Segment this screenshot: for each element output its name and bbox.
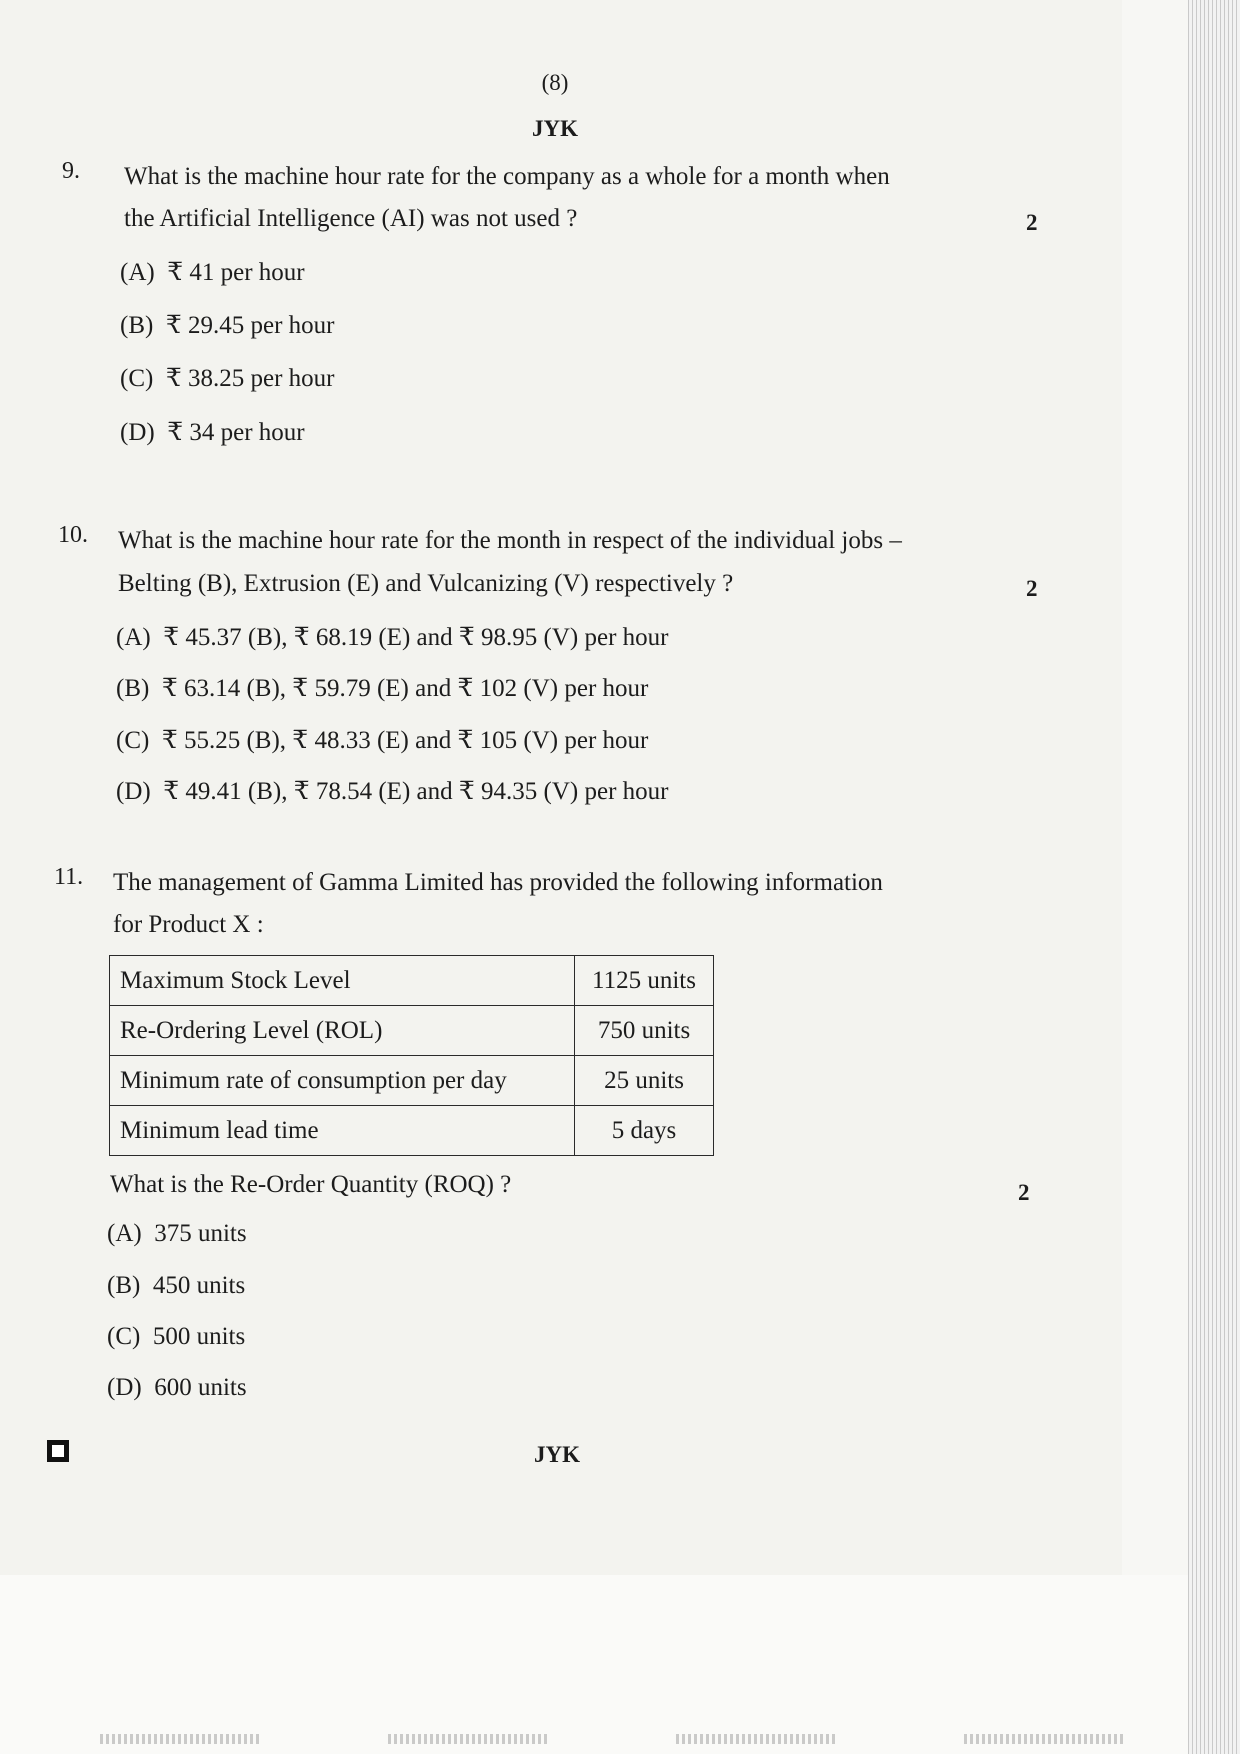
stock-info-table <box>109 955 714 1156</box>
option-a <box>120 257 305 287</box>
option-label: (C) <box>107 1323 141 1350</box>
table-cell-label: Re-Ordering Level (ROL) <box>110 1006 575 1056</box>
option-c <box>120 363 334 393</box>
option-label: (C) <box>120 365 154 392</box>
option-a <box>107 1220 247 1248</box>
option-label: (D) <box>116 778 151 805</box>
option-c <box>107 1323 245 1351</box>
scan-artifact <box>964 1734 1124 1744</box>
option-text: 450 units <box>152 1272 246 1299</box>
option-label: (B) <box>107 1272 141 1299</box>
option-text: 375 units <box>154 1220 247 1247</box>
option-label: (B) <box>116 675 150 702</box>
option-text: 500 units <box>152 1323 246 1350</box>
table-row <box>110 956 714 1006</box>
option-text: ₹ 29.45 per hour <box>165 312 335 339</box>
option-text: ₹ 45.37 (B), ₹ 68.19 (E) and ₹ 98.95 (V) per hour <box>163 624 669 651</box>
paper-code-header: JYK <box>532 116 578 141</box>
question-text: What is the Re-Order Quantity (ROQ) ? <box>110 1171 512 1198</box>
option-b <box>120 310 334 340</box>
marks: 2 <box>1026 210 1038 235</box>
binding-edge <box>1188 0 1240 1754</box>
marks: 2 <box>1026 576 1038 601</box>
option-text: ₹ 38.25 per hour <box>165 365 335 392</box>
table-cell-label: Minimum rate of consumption per day <box>110 1056 575 1106</box>
question-number: 11. <box>54 864 84 890</box>
question-number: 10. <box>58 522 88 548</box>
option-label: (D) <box>120 419 155 446</box>
option-text: ₹ 63.14 (B), ₹ 59.79 (E) and ₹ 102 (V) per hour <box>161 675 649 702</box>
scan-artifact <box>388 1734 548 1744</box>
question-text-line-2: for Product X : <box>113 911 264 938</box>
option-label: (A) <box>107 1220 142 1247</box>
question-text-line-2: the Artificial Intelligence (AI) was not used ? <box>124 205 578 232</box>
option-text: 600 units <box>154 1374 247 1401</box>
option-label: (A) <box>116 624 151 651</box>
option-text: ₹ 55.25 (B), ₹ 48.33 (E) and ₹ 105 (V) per hour <box>161 727 649 754</box>
option-c <box>116 725 648 755</box>
question-text-line-2: Belting (B), Extrusion (E) and Vulcanizing (V) respectively ? <box>118 570 734 597</box>
question-text-line-1: The management of Gamma Limited has provided the following information <box>113 869 883 896</box>
paper-code-footer: JYK <box>534 1442 580 1467</box>
page-number: (8) <box>541 70 569 95</box>
table-row <box>110 1056 714 1106</box>
question-text-line-1: What is the machine hour rate for the month in respect of the individual jobs – <box>118 527 902 554</box>
option-d <box>116 776 668 806</box>
question-number: 9. <box>62 158 80 184</box>
option-label: (C) <box>116 727 150 754</box>
option-label: (D) <box>107 1374 142 1401</box>
table-cell-label: Minimum lead time <box>110 1106 575 1156</box>
option-d <box>107 1374 247 1402</box>
table-row <box>110 1006 714 1056</box>
question-text-line-1: What is the machine hour rate for the company as a whole for a month when <box>124 163 890 190</box>
table-cell-value: 750 units <box>575 1006 714 1056</box>
marks: 2 <box>1018 1180 1030 1205</box>
scan-artifact <box>100 1734 260 1744</box>
table-cell-value: 5 days <box>575 1106 714 1156</box>
table-cell-value: 25 units <box>575 1056 714 1106</box>
scan-artifact <box>676 1734 836 1744</box>
table-row <box>110 1106 714 1156</box>
option-a <box>116 622 668 652</box>
option-b <box>116 673 648 703</box>
table-cell-label: Maximum Stock Level <box>110 956 575 1006</box>
option-label: (A) <box>120 259 155 286</box>
option-text: ₹ 49.41 (B), ₹ 78.54 (E) and ₹ 94.35 (V) per hour <box>163 778 669 805</box>
page-margin <box>0 1575 1190 1754</box>
option-text: ₹ 34 per hour <box>167 419 305 446</box>
option-text: ₹ 41 per hour <box>167 259 305 286</box>
table-cell-value: 1125 units <box>575 956 714 1006</box>
option-d <box>120 417 305 447</box>
option-label: (B) <box>120 312 154 339</box>
option-b <box>107 1272 245 1300</box>
